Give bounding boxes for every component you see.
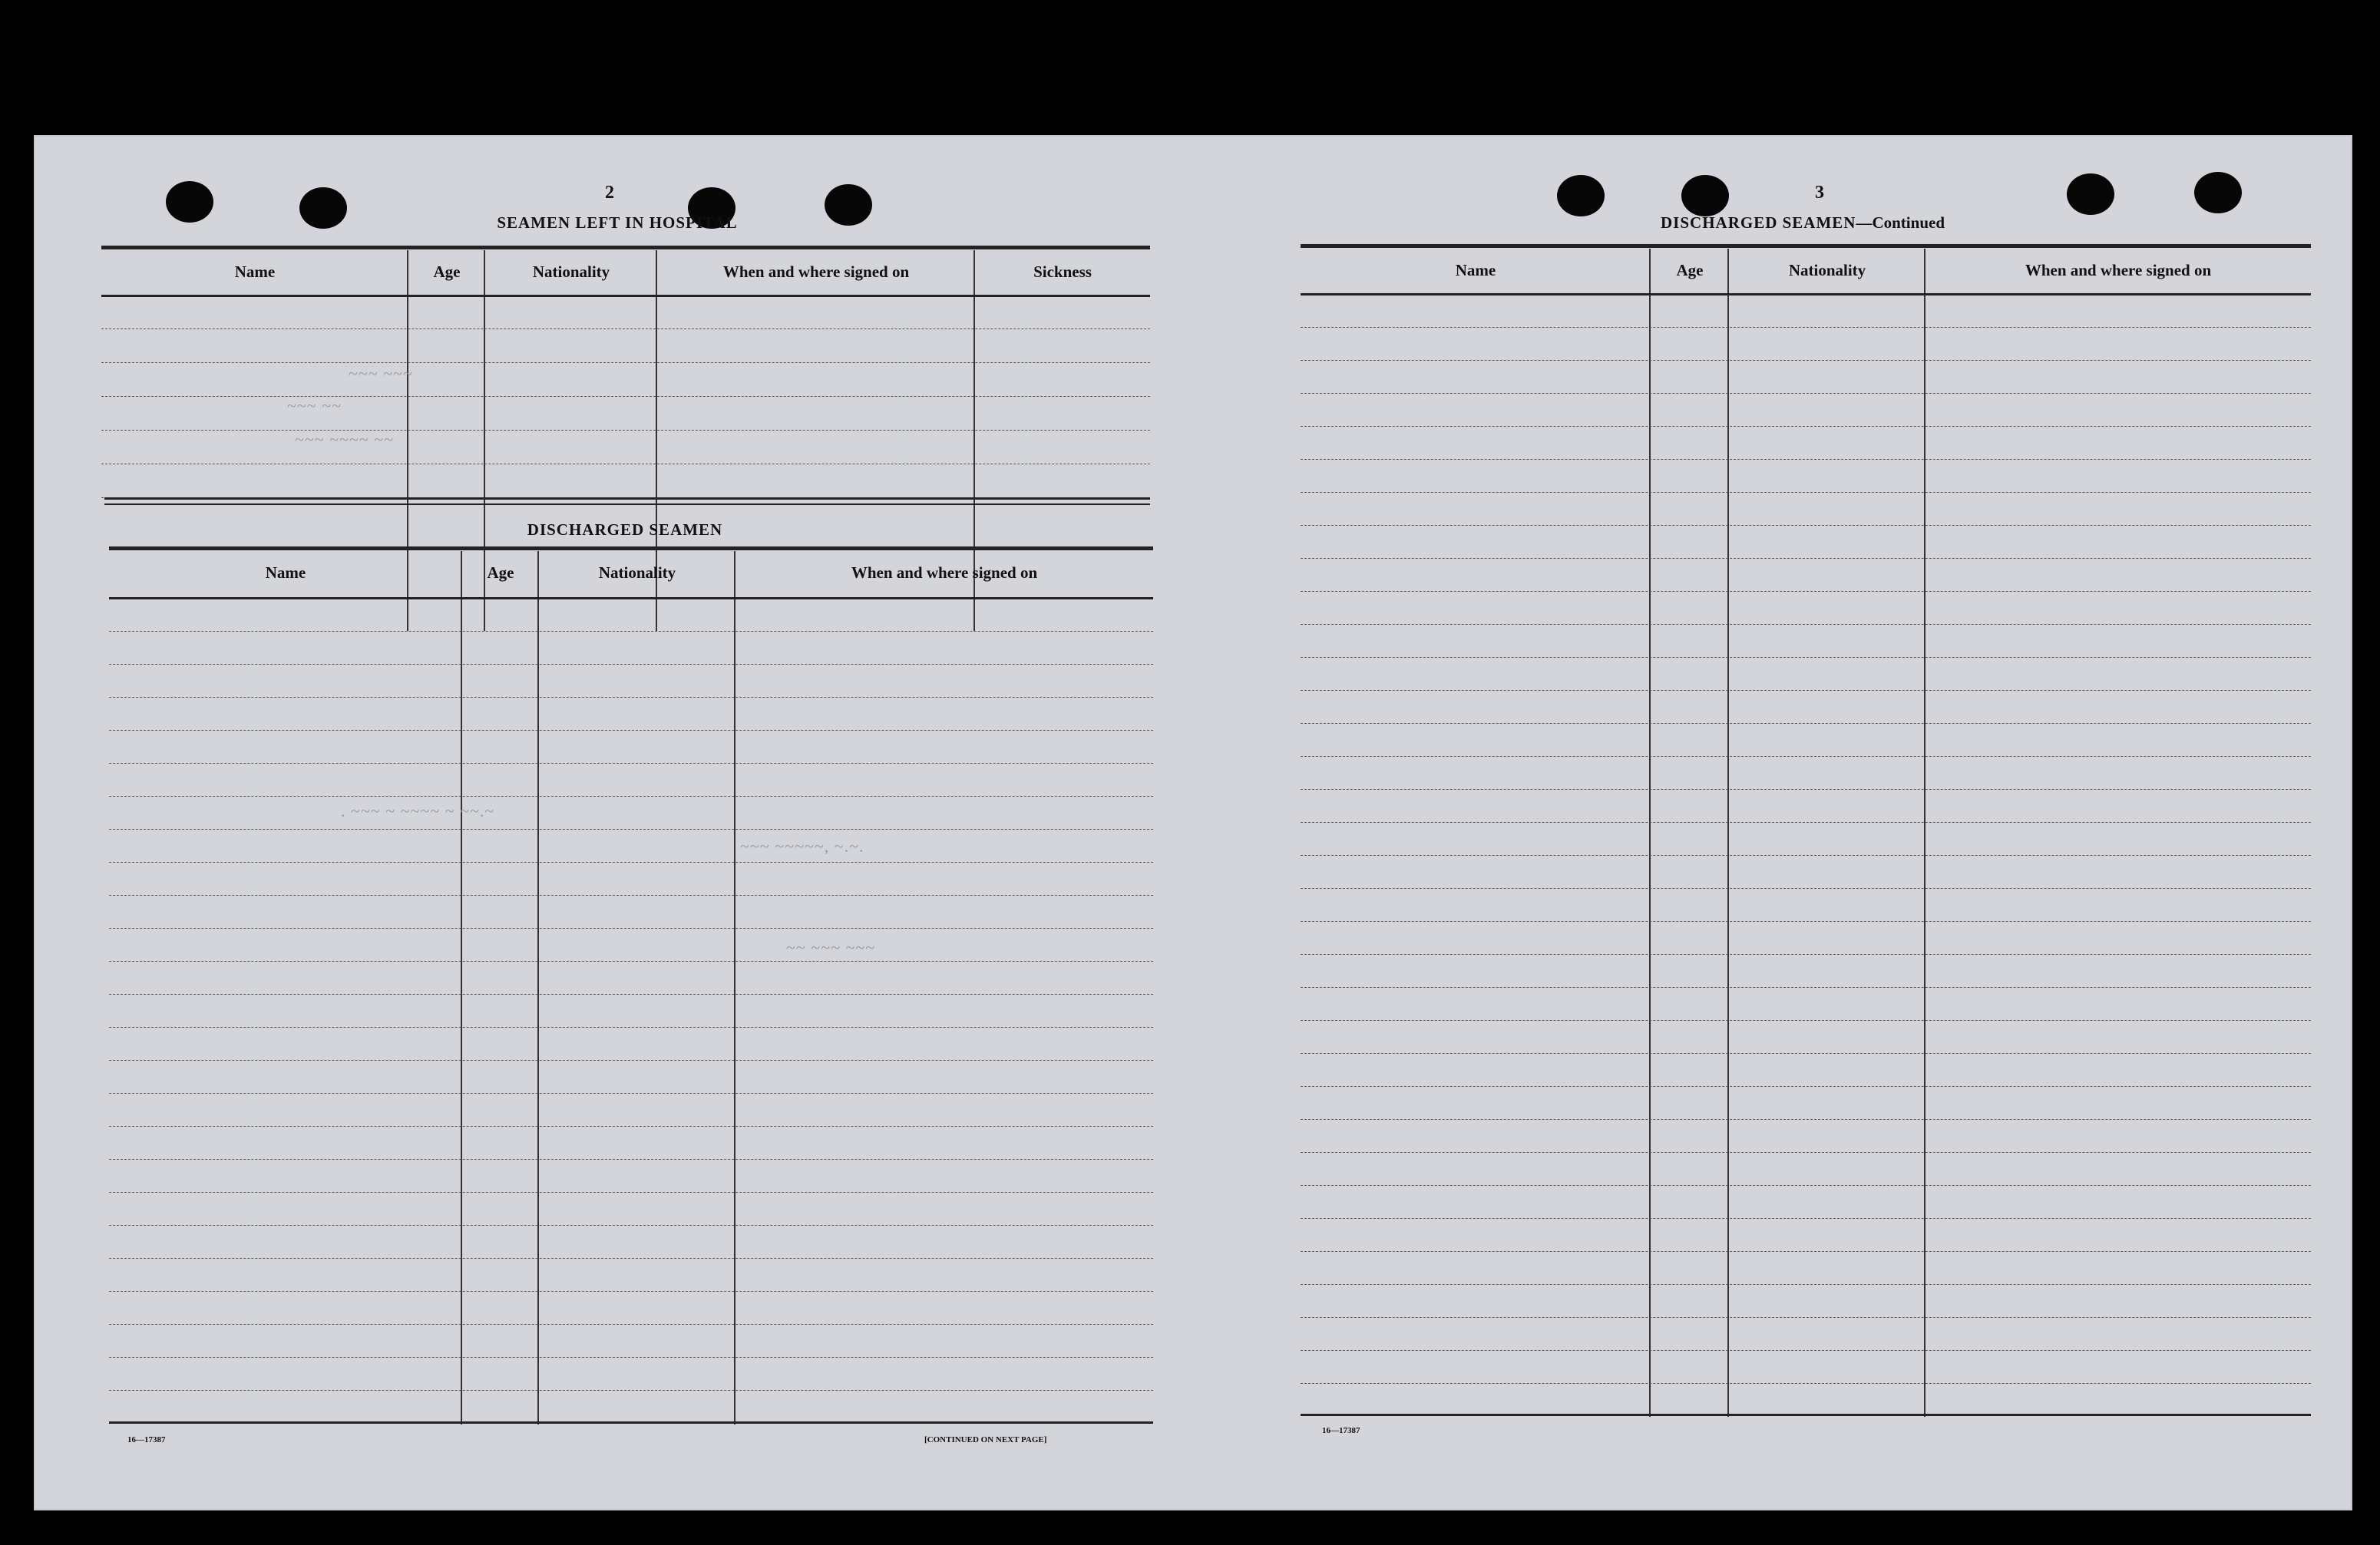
row-line xyxy=(1301,558,2311,559)
row-line xyxy=(1301,789,2311,790)
column-header: Nationality xyxy=(598,563,676,582)
column-header: Age xyxy=(433,262,461,281)
header-rule xyxy=(101,295,1150,297)
bleed-through-mark: ~~ ~~~ ~~~ xyxy=(786,938,876,957)
title-main: DISCHARGED SEAMEN xyxy=(1661,213,1856,232)
bleed-through-mark: ~~~ ~~~~~, ~.~. xyxy=(740,837,864,856)
row-line xyxy=(1301,1020,2311,1021)
row-line xyxy=(109,1390,1153,1391)
column-header: Nationality xyxy=(1788,261,1866,279)
discharged-section-title: DISCHARGED SEAMEN xyxy=(527,520,723,539)
column-divider xyxy=(1649,249,1651,1417)
row-line xyxy=(1301,756,2311,757)
column-header: Nationality xyxy=(532,262,610,281)
row-line xyxy=(1301,1185,2311,1186)
row-line xyxy=(1301,723,2311,724)
row-line xyxy=(1301,426,2311,427)
row-line xyxy=(109,763,1153,764)
row-line xyxy=(1301,657,2311,658)
bleed-through-mark: ~~~ ~~~~ ~~ xyxy=(295,430,395,449)
row-line xyxy=(109,1258,1153,1259)
punch-hole xyxy=(299,187,347,229)
row-line xyxy=(1301,360,2311,361)
column-divider xyxy=(734,551,735,1425)
row-line xyxy=(1301,1086,2311,1087)
row-line xyxy=(1301,822,2311,823)
row-line xyxy=(1301,624,2311,625)
bleed-through-mark: . ~~~ ~ ~~~~ ~ ~~.~ xyxy=(341,801,495,820)
row-line xyxy=(1301,393,2311,394)
row-line xyxy=(109,994,1153,995)
row-line xyxy=(1301,690,2311,691)
bleed-through-mark: ~~~ ~~~ xyxy=(349,364,413,383)
punch-hole xyxy=(2067,173,2114,215)
row-line xyxy=(109,697,1153,698)
row-line xyxy=(1301,921,2311,922)
column-divider xyxy=(1924,249,1925,1417)
form-number: 16—17387 xyxy=(127,1435,166,1444)
row-line xyxy=(1301,1317,2311,1318)
row-line xyxy=(109,631,1153,632)
column-divider xyxy=(461,551,462,1425)
header-rule xyxy=(1301,293,2311,295)
right-page xyxy=(1208,135,2352,1510)
row-line xyxy=(1301,954,2311,955)
punch-hole xyxy=(1681,175,1729,216)
bottom-rule xyxy=(104,497,1150,500)
row-line xyxy=(109,1027,1153,1028)
punch-hole xyxy=(825,184,872,226)
row-line xyxy=(1301,855,2311,856)
row-line xyxy=(1301,1152,2311,1153)
continued-note: [CONTINUED ON NEXT PAGE] xyxy=(924,1435,1047,1444)
top-rule xyxy=(101,246,1150,249)
row-line xyxy=(1301,1119,2311,1120)
page-number: 2 xyxy=(605,183,614,203)
column-divider xyxy=(537,551,539,1425)
row-line xyxy=(1301,1350,2311,1351)
column-header: Age xyxy=(1676,261,1704,279)
column-header: When and where signed on xyxy=(2025,261,2212,279)
column-header: Age xyxy=(487,563,514,582)
row-line xyxy=(109,1093,1153,1094)
form-number: 16—17387 xyxy=(1322,1426,1360,1435)
column-header: When and where signed on xyxy=(851,563,1038,582)
row-line xyxy=(1301,1251,2311,1252)
column-header: Sickness xyxy=(1033,262,1092,281)
left-page xyxy=(34,135,1208,1510)
row-line xyxy=(109,664,1153,665)
top-rule xyxy=(109,546,1153,550)
punch-hole xyxy=(2194,172,2242,213)
row-line xyxy=(101,396,1150,397)
row-line xyxy=(109,862,1153,863)
row-line xyxy=(109,1357,1153,1358)
row-line xyxy=(101,328,1150,329)
title-suffix: —Continued xyxy=(1856,213,1945,232)
row-line xyxy=(1301,888,2311,889)
row-line xyxy=(1301,1284,2311,1285)
row-line xyxy=(101,362,1150,363)
row-line xyxy=(109,829,1153,830)
bottom-rule xyxy=(1301,1414,2311,1416)
row-line xyxy=(109,961,1153,962)
bleed-through-mark: ~~~ ~~ xyxy=(287,396,342,415)
top-rule xyxy=(1301,244,2311,248)
header-rule xyxy=(109,597,1153,599)
column-header: When and where signed on xyxy=(722,262,910,281)
row-line xyxy=(1301,1383,2311,1384)
row-line xyxy=(1301,459,2311,460)
row-line xyxy=(1301,492,2311,493)
page-number: 3 xyxy=(1815,183,1824,203)
punch-hole xyxy=(166,181,213,223)
row-line xyxy=(109,1324,1153,1325)
row-line xyxy=(109,796,1153,797)
column-header: Name xyxy=(234,262,276,281)
row-line xyxy=(1301,1218,2311,1219)
ledger-sheet xyxy=(34,135,2352,1510)
row-line xyxy=(1301,591,2311,592)
discharged-continued-table xyxy=(1301,249,2311,1418)
row-line xyxy=(1301,987,2311,988)
bottom-rule xyxy=(109,1421,1153,1424)
row-line xyxy=(109,1126,1153,1127)
row-line xyxy=(109,1192,1153,1193)
row-line xyxy=(109,1060,1153,1061)
column-header: Name xyxy=(265,563,306,582)
row-line xyxy=(109,1225,1153,1226)
row-line xyxy=(109,1159,1153,1160)
bottom-rule xyxy=(104,503,1150,505)
row-line xyxy=(1301,525,2311,526)
row-line xyxy=(109,895,1153,896)
row-line xyxy=(109,1291,1153,1292)
row-line xyxy=(1301,327,2311,328)
discharged-table xyxy=(109,551,1153,1428)
punch-hole xyxy=(1557,175,1605,216)
row-line xyxy=(109,730,1153,731)
column-divider xyxy=(1727,249,1729,1417)
hospital-section-title: SEAMEN LEFT IN HOSPITAL xyxy=(497,213,738,232)
row-line xyxy=(109,928,1153,929)
row-line xyxy=(1301,1053,2311,1054)
column-header: Name xyxy=(1455,261,1496,279)
row-line xyxy=(101,430,1150,431)
discharged-continued-title xyxy=(1661,213,1945,233)
